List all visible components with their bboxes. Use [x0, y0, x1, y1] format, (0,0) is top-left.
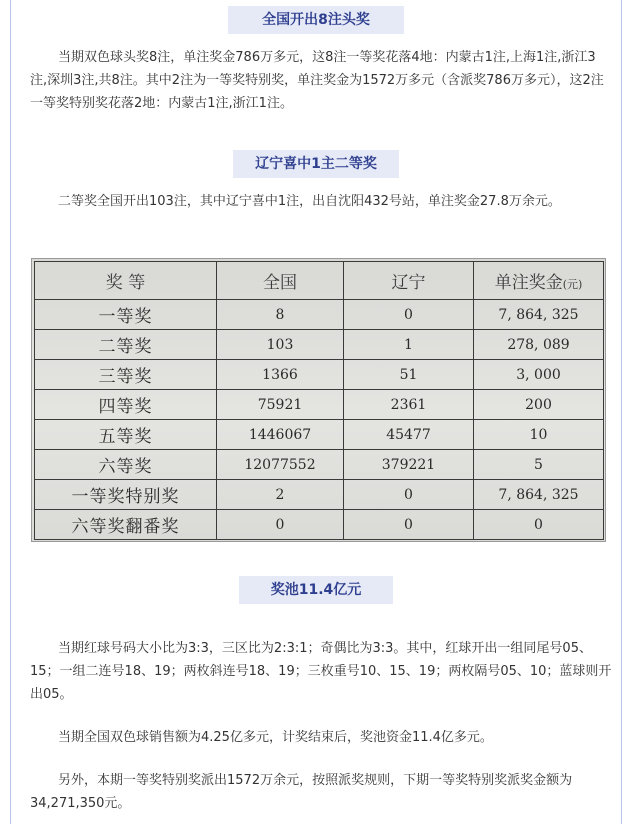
- header-level: 奖 等: [35, 262, 217, 300]
- row-liaoning: 0: [344, 300, 474, 330]
- table-row: [35, 450, 604, 480]
- row-national: 8: [217, 300, 344, 330]
- row-national: 2: [217, 480, 344, 510]
- number-analysis-text: 当期红球号码大小比为3:3，三区比为2:3:1；奇偶比为3:3。其中，红球开出一组同尾号05、15；一组二连号18、19；两枚斜连号18、19；三枚重号10、15、19；两枚隔号05、10；蓝球则开出05。: [30, 641, 612, 702]
- table-row: [35, 360, 604, 390]
- row-liaoning: 1: [344, 330, 474, 360]
- row-national: 75921: [217, 390, 344, 420]
- row-prize: 7, 864, 325: [474, 480, 604, 510]
- second-prize-text: 二等奖全国开出103注，其中辽宁喜中1注，出自沈阳432号站，单注奖金27.8万余元。: [58, 194, 561, 209]
- table-row: [35, 510, 604, 540]
- table-header-row: [35, 262, 604, 300]
- row-liaoning: 51: [344, 360, 474, 390]
- table-row: [35, 300, 604, 330]
- row-liaoning: 45477: [344, 420, 474, 450]
- row-level: 一等奖: [35, 300, 217, 330]
- row-level: 三等奖: [35, 360, 217, 390]
- table-row: [35, 480, 604, 510]
- header-prize-unit: (元): [562, 278, 583, 291]
- row-liaoning: 2361: [344, 390, 474, 420]
- row-prize: 200: [474, 390, 604, 420]
- row-national: 1446067: [217, 420, 344, 450]
- row-level: 五等奖: [35, 420, 217, 450]
- row-level: 二等奖: [35, 330, 217, 360]
- special-prize-text: 另外，本期一等奖特别奖派出1572万余元，按照派奖规则，下期一等奖特别奖派奖金额为34,271,350元。: [30, 773, 573, 811]
- row-prize: 0: [474, 510, 604, 540]
- section-heading-second-prize: 辽宁喜中1主二等奖: [233, 150, 399, 178]
- row-prize: 10: [474, 420, 604, 450]
- row-liaoning: 379221: [344, 450, 474, 480]
- row-liaoning: 0: [344, 510, 474, 540]
- row-level: 一等奖特别奖: [35, 480, 217, 510]
- prize-table-photo: [31, 258, 606, 542]
- row-national: 12077552: [217, 450, 344, 480]
- table-row: [35, 390, 604, 420]
- row-national: 0: [217, 510, 344, 540]
- sales-text: 当期全国双色球销售额为4.25亿多元，计奖结束后，奖池资金11.4亿多元。: [58, 730, 493, 745]
- row-national: 103: [217, 330, 344, 360]
- second-prize-paragraph: [30, 190, 612, 213]
- table-row: [35, 330, 604, 360]
- row-level: 六等奖: [35, 450, 217, 480]
- header-national: 全国: [217, 262, 344, 300]
- row-prize: 278, 089: [474, 330, 604, 360]
- first-prize-text: 当期双色球头奖8注，单注奖金786万多元，这8注一等奖花落4地：内蒙古1注,上海1注,浙江3注,深圳3注,共8注。其中2注为一等奖特别奖，单注奖金为1572万多元（含派奖786万多元），这2注一等奖特别奖花落2地：内蒙古1注,浙江1注。: [30, 50, 604, 111]
- row-liaoning: 0: [344, 480, 474, 510]
- special-prize-paragraph: [30, 769, 612, 815]
- number-analysis-paragraph: [30, 637, 612, 706]
- sales-paragraph: [30, 726, 612, 749]
- prize-table: [34, 261, 604, 540]
- table-row: [35, 420, 604, 450]
- row-prize: 5: [474, 450, 604, 480]
- section-heading-first-prize: 全国开出8注头奖: [228, 6, 404, 34]
- row-national: 1366: [217, 360, 344, 390]
- section-heading-jackpot: 奖池11.4亿元: [239, 576, 393, 604]
- header-liaoning: 辽宁: [344, 262, 474, 300]
- row-level: 四等奖: [35, 390, 217, 420]
- row-prize: 3, 000: [474, 360, 604, 390]
- first-prize-paragraph: [30, 46, 612, 115]
- row-level: 六等奖翻番奖: [35, 510, 217, 540]
- row-prize: 7, 864, 325: [474, 300, 604, 330]
- header-prize: [474, 262, 604, 300]
- header-prize-label: 单注奖金: [494, 273, 563, 293]
